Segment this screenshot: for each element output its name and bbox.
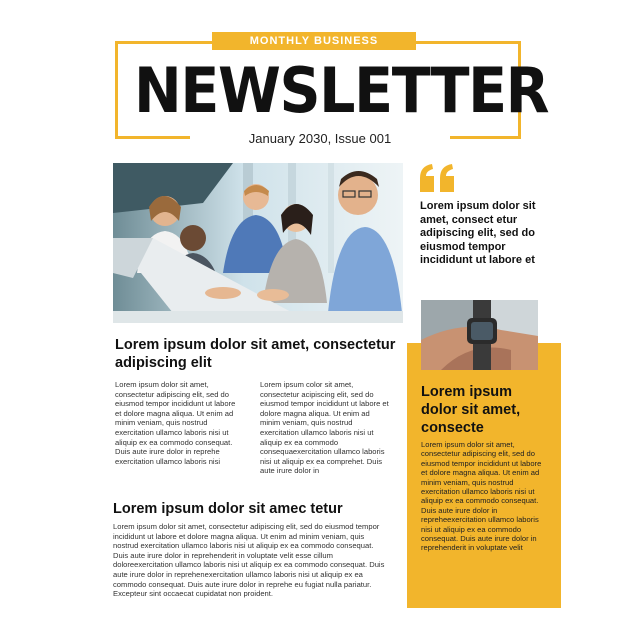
newsletter-title: NEWSLETTER <box>134 54 549 127</box>
article1-column-2: Lorem ipsum color sit amet, consectetur acipiscing elit, sed do eiusmod tempor incididunt ut labore et dolore magna aliqua. Ut enim ad minim veniam, quis nostrud exercitation ullamco laboris nisi ut aliquip ex ea commodo consequaexercitation ullamco laboris nisi ut aliquip ex ea comprehet. Duis aute irure dolor in <box>260 380 389 476</box>
article1-column-1: Lorem ipsum dolor sit amet, consectetur adipiscing elit, sed do eiusmod tempor incididunt ut labore et dolore magna aliqua. Ut enim ad minim veniam, quis nostrud exercitation ullamco laboris nisi ut aliquip ex ea commodo consequat. Duis aute irure dolor in reprehe exercitation ullamco laboris nisi <box>115 380 236 466</box>
masthead-banner: MONTHLY BUSINESS <box>212 32 416 50</box>
sidebar-headline: Lorem ipsum dolor sit amet, consecte <box>421 384 521 436</box>
smartwatch-photo <box>421 300 538 370</box>
article2-body: Lorem ipsum dolor sit amet, consectetur adipiscing elit, sed do eiusmod tempor incididunt ut labore et dolore magna aliqua. Ut enim ad minim veniam, quis nostrud exercitation ullamco laboris nisi ut aliquip ex ea commodo consequat. Duis aute irure dolor in reprehenderit in voluptate velit esse cillum doloreexercitation ullamco laboris nisi ut aliquip ex ea commodo consequat. Duis aute irure dolor in reprehenexercitation ullamco laboris nisi ut aliquip ex ea commodo consequat. Duis aute irure dolor in reprehe eu fugiat nulla pariatur. Excepteur sint occaecat cupidatat non proident. <box>113 522 385 599</box>
sidebar-body: Lorem ipsum dolor sit amet, consectetur adipiscing elit, sed do eiusmod tempor incididunt ut labore et dolore magna aliqua. Ut enim ad minim veniam, quis nostrud exercitation ullamco laboris nisi ut aliquip ex ea commodo consequat. Duis aute irure dolor in repreheexercitation ullamco laboris nisi ut aliquip ex ea commodo consequat. Duis aute irure dolor in reprehenderit in voluptate velit <box>421 440 542 553</box>
quote-icon <box>418 162 458 194</box>
article1-headline: Lorem ipsum dolor sit amet, consectetur adipiscing elit <box>115 337 396 371</box>
article2-headline: Lorem ipsum dolor sit amec tetur <box>113 501 343 517</box>
issue-date: January 2030, Issue 001 <box>190 130 450 148</box>
quote-text: Lorem ipsum dolor sit amet, consect etur adipiscing elit, sed do eiusmod tempor incididunt ut labore et <box>420 200 536 266</box>
team-photo <box>113 163 403 323</box>
